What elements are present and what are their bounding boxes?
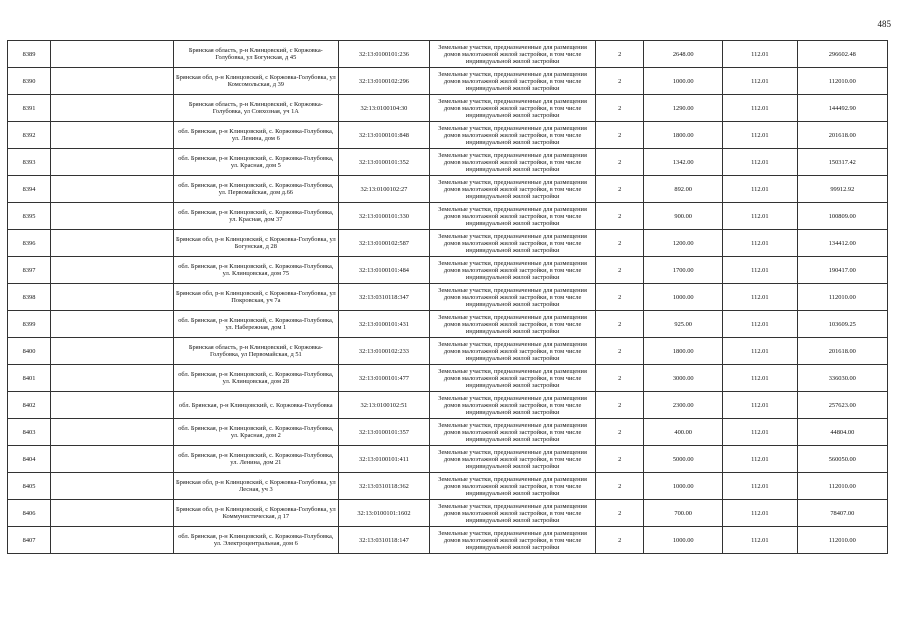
table-body bbox=[8, 41, 888, 554]
land-use-cell: Земельные участки, предназначенные для размещения домов малоэтажной жилой застройки, в том числе индивидуальной жилой застройки bbox=[430, 392, 596, 419]
cadastral-number-cell: 32:13:0100101:431 bbox=[338, 311, 429, 338]
rate-cell: 112.01 bbox=[723, 230, 798, 257]
cadastral-value-cell: 112010.00 bbox=[797, 473, 887, 500]
cadastral-number-cell: 32:13:0100102:27 bbox=[338, 176, 429, 203]
land-use-cell: Земельные участки, предназначенные для размещения домов малоэтажной жилой застройки, в том числе индивидуальной жилой застройки bbox=[430, 257, 596, 284]
area-cell: 1700.00 bbox=[644, 257, 723, 284]
area-cell: 400.00 bbox=[644, 419, 723, 446]
category-code-cell: 2 bbox=[596, 500, 644, 527]
table-row bbox=[8, 392, 888, 419]
empty-cell bbox=[51, 446, 174, 473]
rate-cell: 112.01 bbox=[723, 446, 798, 473]
land-use-cell: Земельные участки, предназначенные для размещения домов малоэтажной жилой застройки, в том числе индивидуальной жилой застройки bbox=[430, 203, 596, 230]
rate-cell: 112.01 bbox=[723, 527, 798, 554]
category-code-cell: 2 bbox=[596, 176, 644, 203]
address-cell: обл. Брянская, р-н Клинцовский, с. Коржовка-Голубовка, ул. Клинцовская, дом 28 bbox=[173, 365, 338, 392]
category-code-cell: 2 bbox=[596, 230, 644, 257]
category-code-cell: 2 bbox=[596, 95, 644, 122]
rate-cell: 112.01 bbox=[723, 338, 798, 365]
category-code-cell: 2 bbox=[596, 284, 644, 311]
address-cell: Брянская область, р-н Клинцовский, с Коржовка-Голубовка, ул Совхозная, уч 1А bbox=[173, 95, 338, 122]
land-use-cell: Земельные участки, предназначенные для размещения домов малоэтажной жилой застройки, в том числе индивидуальной жилой застройки bbox=[430, 41, 596, 68]
address-cell: обл. Брянская, р-н Клинцовский, с. Коржовка-Голубовка, ул. Набережная, дом 1 bbox=[173, 311, 338, 338]
area-cell: 1000.00 bbox=[644, 527, 723, 554]
category-code-cell: 2 bbox=[596, 365, 644, 392]
table-row bbox=[8, 527, 888, 554]
area-cell: 925.00 bbox=[644, 311, 723, 338]
land-use-cell: Земельные участки, предназначенные для размещения домов малоэтажной жилой застройки, в том числе индивидуальной жилой застройки bbox=[430, 473, 596, 500]
cadastral-number-cell: 32:13:0100102:233 bbox=[338, 338, 429, 365]
rate-cell: 112.01 bbox=[723, 176, 798, 203]
empty-cell bbox=[51, 311, 174, 338]
address-cell: Брянская обл, р-н Клинцовский, с Коржовка-Голубовка, ул Комсомольская, д 39 bbox=[173, 68, 338, 95]
land-use-cell: Земельные участки, предназначенные для размещения домов малоэтажной жилой застройки, в том числе индивидуальной жилой застройки bbox=[430, 527, 596, 554]
address-cell: обл. Брянская, р-н Клинцовский, с. Коржовка-Голубовка, ул. Красная, дом 37 bbox=[173, 203, 338, 230]
rate-cell: 112.01 bbox=[723, 203, 798, 230]
empty-cell bbox=[51, 95, 174, 122]
address-cell: Брянская обл, р-н Клинцовский, с Коржовка-Голубовка, ул Лесная, уч 3 bbox=[173, 473, 338, 500]
rate-cell: 112.01 bbox=[723, 311, 798, 338]
land-registry-table bbox=[7, 40, 888, 554]
table-row bbox=[8, 338, 888, 365]
cadastral-number-cell: 32:13:0310118:147 bbox=[338, 527, 429, 554]
empty-cell bbox=[51, 41, 174, 68]
row-number: 8397 bbox=[8, 257, 51, 284]
land-use-cell: Земельные участки, предназначенные для размещения домов малоэтажной жилой застройки, в том числе индивидуальной жилой застройки bbox=[430, 95, 596, 122]
land-use-cell: Земельные участки, предназначенные для размещения домов малоэтажной жилой застройки, в том числе индивидуальной жилой застройки bbox=[430, 500, 596, 527]
row-number: 8392 bbox=[8, 122, 51, 149]
address-cell: Брянская область, р-н Клинцовский, с Коржовка-Голубовка, ул Богунская, д 45 bbox=[173, 41, 338, 68]
address-cell: обл. Брянская, р-н Клинцовский, с. Коржовка-Голубовка, ул. Клинцовская, дом 75 bbox=[173, 257, 338, 284]
category-code-cell: 2 bbox=[596, 311, 644, 338]
address-cell: обл. Брянская, р-н Клинцовский, с. Коржовка-Голубовка, ул. Первомайская, дом д.66 bbox=[173, 176, 338, 203]
table-row bbox=[8, 203, 888, 230]
row-number: 8398 bbox=[8, 284, 51, 311]
address-cell: обл. Брянская, р-н Клинцовский, с. Коржовка-Голубовка bbox=[173, 392, 338, 419]
land-use-cell: Земельные участки, предназначенные для размещения домов малоэтажной жилой застройки, в том числе индивидуальной жилой застройки bbox=[430, 446, 596, 473]
cadastral-value-cell: 134412.00 bbox=[797, 230, 887, 257]
land-use-cell: Земельные участки, предназначенные для размещения домов малоэтажной жилой застройки, в том числе индивидуальной жилой застройки bbox=[430, 149, 596, 176]
cadastral-number-cell: 32:13:0100102:296 bbox=[338, 68, 429, 95]
cadastral-number-cell: 32:13:0100101:357 bbox=[338, 419, 429, 446]
area-cell: 1000.00 bbox=[644, 284, 723, 311]
row-number: 8404 bbox=[8, 446, 51, 473]
rate-cell: 112.01 bbox=[723, 392, 798, 419]
cadastral-number-cell: 32:13:0100101:1602 bbox=[338, 500, 429, 527]
empty-cell bbox=[51, 392, 174, 419]
land-use-cell: Земельные участки, предназначенные для размещения домов малоэтажной жилой застройки, в том числе индивидуальной жилой застройки bbox=[430, 230, 596, 257]
land-use-cell: Земельные участки, предназначенные для размещения домов малоэтажной жилой застройки, в том числе индивидуальной жилой застройки bbox=[430, 68, 596, 95]
land-use-cell: Земельные участки, предназначенные для размещения домов малоэтажной жилой застройки, в том числе индивидуальной жилой застройки bbox=[430, 284, 596, 311]
row-number: 8395 bbox=[8, 203, 51, 230]
category-code-cell: 2 bbox=[596, 122, 644, 149]
table-row bbox=[8, 68, 888, 95]
area-cell: 2648.00 bbox=[644, 41, 723, 68]
cadastral-value-cell: 201618.00 bbox=[797, 122, 887, 149]
row-number: 8389 bbox=[8, 41, 51, 68]
cadastral-number-cell: 32:13:0100104:30 bbox=[338, 95, 429, 122]
land-use-cell: Земельные участки, предназначенные для размещения домов малоэтажной жилой застройки, в том числе индивидуальной жилой застройки bbox=[430, 122, 596, 149]
table-row bbox=[8, 284, 888, 311]
page-number: 485 bbox=[877, 19, 891, 29]
table-row bbox=[8, 446, 888, 473]
empty-cell bbox=[51, 257, 174, 284]
empty-cell bbox=[51, 203, 174, 230]
table-row bbox=[8, 122, 888, 149]
cadastral-value-cell: 78407.00 bbox=[797, 500, 887, 527]
empty-cell bbox=[51, 500, 174, 527]
empty-cell bbox=[51, 365, 174, 392]
cadastral-number-cell: 32:13:0100102:587 bbox=[338, 230, 429, 257]
cadastral-number-cell: 32:13:0100101:236 bbox=[338, 41, 429, 68]
rate-cell: 112.01 bbox=[723, 284, 798, 311]
area-cell: 1800.00 bbox=[644, 338, 723, 365]
address-cell: Брянская обл, р-н Клинцовский, с Коржовка-Голубовка, ул Богунская, д 28 bbox=[173, 230, 338, 257]
area-cell: 900.00 bbox=[644, 203, 723, 230]
cadastral-value-cell: 144492.90 bbox=[797, 95, 887, 122]
empty-cell bbox=[51, 527, 174, 554]
rate-cell: 112.01 bbox=[723, 122, 798, 149]
empty-cell bbox=[51, 419, 174, 446]
land-use-cell: Земельные участки, предназначенные для размещения домов малоэтажной жилой застройки, в том числе индивидуальной жилой застройки bbox=[430, 419, 596, 446]
cadastral-value-cell: 112010.00 bbox=[797, 284, 887, 311]
table-row bbox=[8, 365, 888, 392]
cadastral-number-cell: 32:13:0100101:352 bbox=[338, 149, 429, 176]
cadastral-value-cell: 257623.00 bbox=[797, 392, 887, 419]
area-cell: 1800.00 bbox=[644, 122, 723, 149]
row-number: 8399 bbox=[8, 311, 51, 338]
row-number: 8406 bbox=[8, 500, 51, 527]
rate-cell: 112.01 bbox=[723, 473, 798, 500]
area-cell: 5000.00 bbox=[644, 446, 723, 473]
row-number: 8393 bbox=[8, 149, 51, 176]
table-row bbox=[8, 419, 888, 446]
category-code-cell: 2 bbox=[596, 527, 644, 554]
cadastral-number-cell: 32:13:0310118:362 bbox=[338, 473, 429, 500]
cadastral-number-cell: 32:13:0100102:51 bbox=[338, 392, 429, 419]
area-cell: 1000.00 bbox=[644, 473, 723, 500]
category-code-cell: 2 bbox=[596, 392, 644, 419]
land-use-cell: Земельные участки, предназначенные для размещения домов малоэтажной жилой застройки, в том числе индивидуальной жилой застройки bbox=[430, 176, 596, 203]
category-code-cell: 2 bbox=[596, 203, 644, 230]
table-row bbox=[8, 41, 888, 68]
address-cell: обл. Брянская, р-н Клинцовский, с. Коржовка-Голубовка, ул. Красная, дом 5 bbox=[173, 149, 338, 176]
row-number: 8402 bbox=[8, 392, 51, 419]
rate-cell: 112.01 bbox=[723, 95, 798, 122]
table-row bbox=[8, 257, 888, 284]
table-row bbox=[8, 149, 888, 176]
address-cell: Брянская обл, р-н Клинцовский, с Коржовка-Голубовка, ул Покровская, уч 7а bbox=[173, 284, 338, 311]
rate-cell: 112.01 bbox=[723, 257, 798, 284]
cadastral-value-cell: 99912.92 bbox=[797, 176, 887, 203]
area-cell: 1200.00 bbox=[644, 230, 723, 257]
empty-cell bbox=[51, 338, 174, 365]
cadastral-number-cell: 32:13:0310118:347 bbox=[338, 284, 429, 311]
category-code-cell: 2 bbox=[596, 41, 644, 68]
cadastral-number-cell: 32:13:0100101:330 bbox=[338, 203, 429, 230]
rate-cell: 112.01 bbox=[723, 68, 798, 95]
cadastral-value-cell: 44804.00 bbox=[797, 419, 887, 446]
area-cell: 2300.00 bbox=[644, 392, 723, 419]
area-cell: 1342.00 bbox=[644, 149, 723, 176]
table-row bbox=[8, 473, 888, 500]
category-code-cell: 2 bbox=[596, 473, 644, 500]
row-number: 8394 bbox=[8, 176, 51, 203]
cadastral-value-cell: 150317.42 bbox=[797, 149, 887, 176]
empty-cell bbox=[51, 68, 174, 95]
cadastral-number-cell: 32:13:0100101:848 bbox=[338, 122, 429, 149]
address-cell: обл. Брянская, р-н Клинцовский, с. Коржовка-Голубовка, ул. Ленина, дом 6 bbox=[173, 122, 338, 149]
empty-cell bbox=[51, 473, 174, 500]
rate-cell: 112.01 bbox=[723, 365, 798, 392]
cadastral-number-cell: 32:13:0100101:484 bbox=[338, 257, 429, 284]
row-number: 8407 bbox=[8, 527, 51, 554]
empty-cell bbox=[51, 122, 174, 149]
table-row bbox=[8, 311, 888, 338]
row-number: 8405 bbox=[8, 473, 51, 500]
row-number: 8400 bbox=[8, 338, 51, 365]
address-cell: обл. Брянская, р-н Клинцовский, с. Коржовка-Голубовка, ул. Ленина, дом 21 bbox=[173, 446, 338, 473]
area-cell: 3000.00 bbox=[644, 365, 723, 392]
address-cell: обл. Брянская, р-н Клинцовский, с. Коржовка-Голубовка, ул. Красная, дом 2 bbox=[173, 419, 338, 446]
category-code-cell: 2 bbox=[596, 68, 644, 95]
land-use-cell: Земельные участки, предназначенные для размещения домов малоэтажной жилой застройки, в том числе индивидуальной жилой застройки bbox=[430, 338, 596, 365]
land-use-cell: Земельные участки, предназначенные для размещения домов малоэтажной жилой застройки, в том числе индивидуальной жилой застройки bbox=[430, 311, 596, 338]
row-number: 8391 bbox=[8, 95, 51, 122]
rate-cell: 112.01 bbox=[723, 149, 798, 176]
cadastral-value-cell: 296602.48 bbox=[797, 41, 887, 68]
cadastral-value-cell: 112010.00 bbox=[797, 527, 887, 554]
row-number: 8390 bbox=[8, 68, 51, 95]
empty-cell bbox=[51, 149, 174, 176]
category-code-cell: 2 bbox=[596, 257, 644, 284]
cadastral-value-cell: 112010.00 bbox=[797, 68, 887, 95]
address-cell: Брянская область, р-н Клинцовский, с Коржовка-Голубовка, ул Первомайская, д 51 bbox=[173, 338, 338, 365]
land-use-cell: Земельные участки, предназначенные для размещения домов малоэтажной жилой застройки, в том числе индивидуальной жилой застройки bbox=[430, 365, 596, 392]
category-code-cell: 2 bbox=[596, 446, 644, 473]
table-row bbox=[8, 500, 888, 527]
cadastral-number-cell: 32:13:0100101:477 bbox=[338, 365, 429, 392]
category-code-cell: 2 bbox=[596, 149, 644, 176]
table-row bbox=[8, 230, 888, 257]
area-cell: 1000.00 bbox=[644, 68, 723, 95]
area-cell: 700.00 bbox=[644, 500, 723, 527]
row-number: 8396 bbox=[8, 230, 51, 257]
rate-cell: 112.01 bbox=[723, 419, 798, 446]
row-number: 8403 bbox=[8, 419, 51, 446]
area-cell: 1290.00 bbox=[644, 95, 723, 122]
rate-cell: 112.01 bbox=[723, 41, 798, 68]
address-cell: Брянская обл, р-н Клинцовский, с Коржовка-Голубовка, ул Коммунистическая, д 17 bbox=[173, 500, 338, 527]
table-row bbox=[8, 176, 888, 203]
cadastral-value-cell: 201618.00 bbox=[797, 338, 887, 365]
cadastral-value-cell: 560050.00 bbox=[797, 446, 887, 473]
category-code-cell: 2 bbox=[596, 419, 644, 446]
area-cell: 892.00 bbox=[644, 176, 723, 203]
table-row bbox=[8, 95, 888, 122]
rate-cell: 112.01 bbox=[723, 500, 798, 527]
row-number: 8401 bbox=[8, 365, 51, 392]
empty-cell bbox=[51, 230, 174, 257]
cadastral-value-cell: 100809.00 bbox=[797, 203, 887, 230]
cadastral-number-cell: 32:13:0100101:411 bbox=[338, 446, 429, 473]
cadastral-value-cell: 190417.00 bbox=[797, 257, 887, 284]
cadastral-value-cell: 336030.00 bbox=[797, 365, 887, 392]
empty-cell bbox=[51, 176, 174, 203]
category-code-cell: 2 bbox=[596, 338, 644, 365]
cadastral-value-cell: 103609.25 bbox=[797, 311, 887, 338]
address-cell: обл. Брянская, р-н Клинцовский, с. Коржовка-Голубовка, ул. Электроцентральная, дом 6 bbox=[173, 527, 338, 554]
empty-cell bbox=[51, 284, 174, 311]
